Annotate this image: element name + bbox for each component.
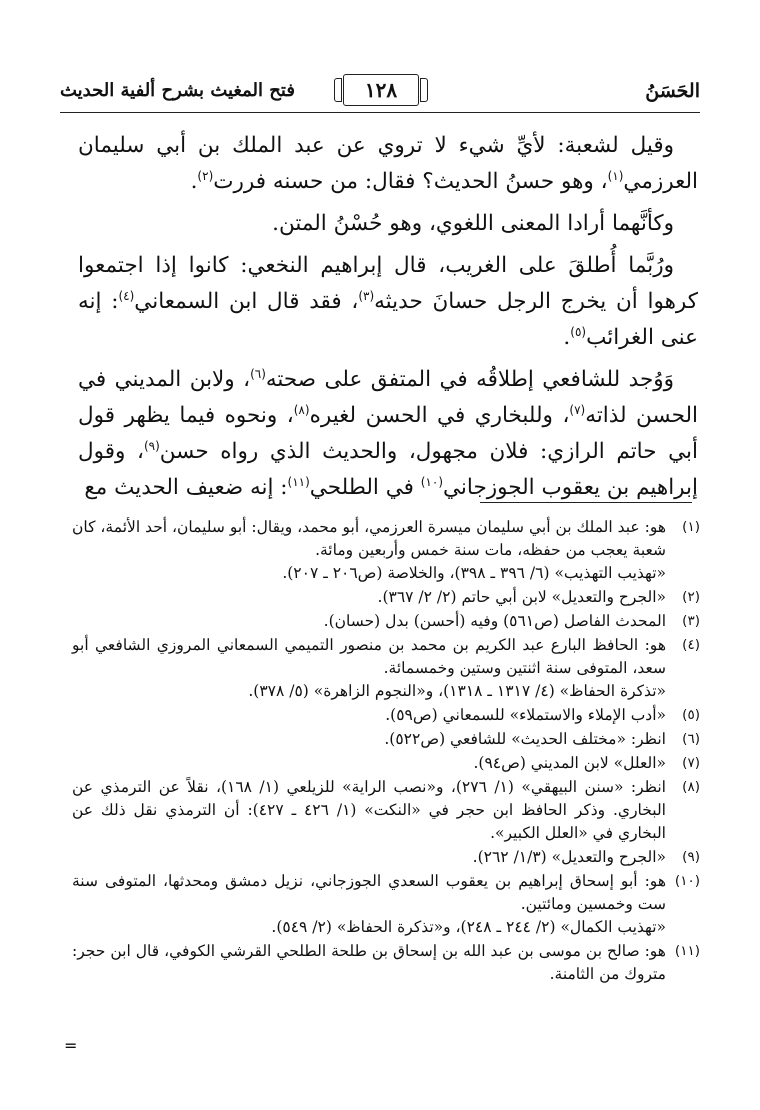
header-divider bbox=[60, 112, 700, 113]
footnote-number: (٣) bbox=[682, 613, 700, 629]
footnote-ref-1[interactable]: (١) bbox=[607, 168, 624, 183]
footnote-ref-5[interactable]: (٥) bbox=[570, 324, 587, 339]
main-text bbox=[78, 128, 698, 512]
footnote-number: (١) bbox=[682, 519, 700, 535]
footnote-line: المحدث الفاصل (ص٥٦١) وفيه (أحسن) بدل (حسان). bbox=[323, 612, 666, 630]
footnote-line: هو: عبد الملك بن أبي سليمان ميسرة العرزمي، أبو محمد، ويقال: أبو سليمان، أحد الأئمة، كان شعبة يعجب من حفظه، مات سنة خمس وأربعين ومائة. bbox=[72, 518, 666, 559]
footnote-line: انظر: «مختلف الحديث» للشافعي (ص٥٢٢). bbox=[384, 730, 666, 748]
footnote-ref-10[interactable]: (١٠) bbox=[420, 474, 443, 489]
footnote-number: (٩) bbox=[682, 849, 700, 865]
footnote-number: (٥) bbox=[682, 707, 700, 723]
footnote-number: (٢) bbox=[682, 589, 700, 605]
page-number: ١٢٨ bbox=[343, 74, 419, 106]
chapter-title: الحَسَنُ bbox=[645, 80, 700, 102]
paragraph-3: ورُبَّما أُطلقَ على الغريب، قال إبراهيم النخعي: كانوا إذا اجتمعوا كرهوا أن يخرج الرجل حسانَ حديثه$^{(٣)}$، فقد قال ابن السمعاني$^{(٤)}$: إنه عنى الغرائب$^{(٥)}$. bbox=[78, 253, 699, 350]
footnote-line: هو: أبو إسحاق إبراهيم بن يعقوب السعدي الجوزجاني، نزيل دمشق ومحدثها، المتوفى سنة ست وخمسين ومائتين. bbox=[72, 872, 666, 913]
continuation-marker: = bbox=[64, 1036, 78, 1055]
footnotes bbox=[72, 516, 700, 987]
footnote-line: انظر: «سنن البيهقي» (١/ ٢٧٦)، و«نصب الراية» للزيلعي (١/ ١٦٨)، نقلاً عن الترمذي عن البخاري. وذكر الحافظ ابن حجر في «النكت» (١/ ٤٢٦ ـ ٤٢٧): أن الترمذي نقل ذلك عن البخاري في «العلل الكبير». bbox=[72, 778, 666, 842]
footnote-line: «تهذيب الكمال» (٢/ ٢٤٤ ـ ٢٤٨)، و«تذكرة الحفاظ» (٢/ ٥٤٩). bbox=[271, 918, 666, 936]
paragraph-1: وقيل لشعبة: لأيِّ شيء لا تروي عن عبد الملك بن أبي سليمان العرزمي$^{(١)}$، وهو حسنُ الحديث؟ فقال: من حسنه فررت$^{(٢)}$. bbox=[78, 133, 698, 194]
footnote-number: (٤) bbox=[682, 637, 700, 653]
footnote-line: «الجرح والتعديل» (١/٣/ ٢٦٢). bbox=[472, 848, 666, 866]
footnote-ref-6[interactable]: (٦) bbox=[250, 366, 266, 381]
footnote-6 bbox=[72, 728, 700, 751]
footnote-9 bbox=[72, 846, 700, 869]
book-title: فتح المغيث بشرح ألفية الحديث bbox=[60, 80, 295, 101]
footnote-number: (١١) bbox=[674, 943, 700, 959]
page-header bbox=[60, 74, 700, 114]
footnote-4 bbox=[72, 634, 700, 703]
footnote-line: هو: الحافظ البارع عبد الكريم بن محمد بن منصور التميمي السمعاني المروزي الشافعي أبو سعد، المتوفى سنة اثنتين وستين وخمسمائة. bbox=[72, 636, 666, 677]
footnote-3 bbox=[72, 610, 700, 633]
footnote-line: «تذكرة الحفاظ» (٤/ ١٣١٧ ـ ١٣١٨)، و«النجوم الزاهرة» (٥/ ٣٧٨). bbox=[248, 682, 666, 700]
footnote-1 bbox=[72, 516, 700, 585]
footnote-2 bbox=[72, 586, 700, 609]
footnote-line: هو: صالح بن موسى بن عبد الله بن إسحاق بن طلحة الطلحي القرشي الكوفي، قال ابن حجر: متروك من الثامنة. bbox=[72, 942, 666, 983]
footnote-7 bbox=[72, 752, 700, 775]
footnote-ref-2[interactable]: (٢) bbox=[197, 168, 214, 183]
footnote-ref-7[interactable]: (٧) bbox=[569, 402, 586, 417]
footnote-11 bbox=[72, 940, 700, 986]
footnote-ref-11[interactable]: (١١) bbox=[287, 474, 310, 489]
footnote-number: (٦) bbox=[682, 731, 700, 747]
footnote-ref-9[interactable]: (٩) bbox=[143, 438, 160, 453]
footnote-line: «أدب الإملاء والاستملاء» للسمعاني (ص٥٩). bbox=[385, 706, 666, 724]
footnote-number: (١٠) bbox=[674, 873, 700, 889]
footnote-line: «تهذيب التهذيب» (٦/ ٣٩٦ ـ ٣٩٨)، والخلاصة (ص٢٠٦ ـ ٢٠٧). bbox=[282, 564, 666, 582]
footnote-line: «العلل» لابن المديني (ص٩٤). bbox=[473, 754, 666, 772]
footnote-line: «الجرح والتعديل» لابن أبي حاتم (٢/ ٢/ ٣٦٧). bbox=[377, 588, 666, 606]
paragraph-4: وَوُجد للشافعي إطلاقُه في المتفق على صحته$^{(٦)}$، ولابن المديني في الحسن لذاته$^{(٧)}$، وللبخاري في الحسن لغيره$^{(٨)}$، ونحوه فيما يظهر قول أبي حاتم الرازي: فلان مجهول، والحديث الذي رواه حسن$^{(٩)}$، وقول إبراهيم بن يعقوب الجوزجاني$^{(١٠)}$ في الطلحي$^{(١١)}$: إنه ضعيف الحديث مع bbox=[78, 366, 699, 500]
footnote-ref-4[interactable]: (٤) bbox=[118, 288, 135, 303]
footnote-ref-8[interactable]: (٨) bbox=[293, 402, 310, 417]
footnote-divider bbox=[480, 502, 692, 503]
paragraph-2: وكأنَّهما أرادا المعنى اللغوي، وهو حُسْنُ المتن. bbox=[272, 211, 674, 236]
footnote-number: (٨) bbox=[682, 779, 700, 795]
footnote-5 bbox=[72, 704, 700, 727]
footnote-8 bbox=[72, 776, 700, 845]
footnote-10 bbox=[72, 870, 700, 939]
footnote-number: (٧) bbox=[682, 755, 700, 771]
footnote-ref-3[interactable]: (٣) bbox=[358, 288, 375, 303]
